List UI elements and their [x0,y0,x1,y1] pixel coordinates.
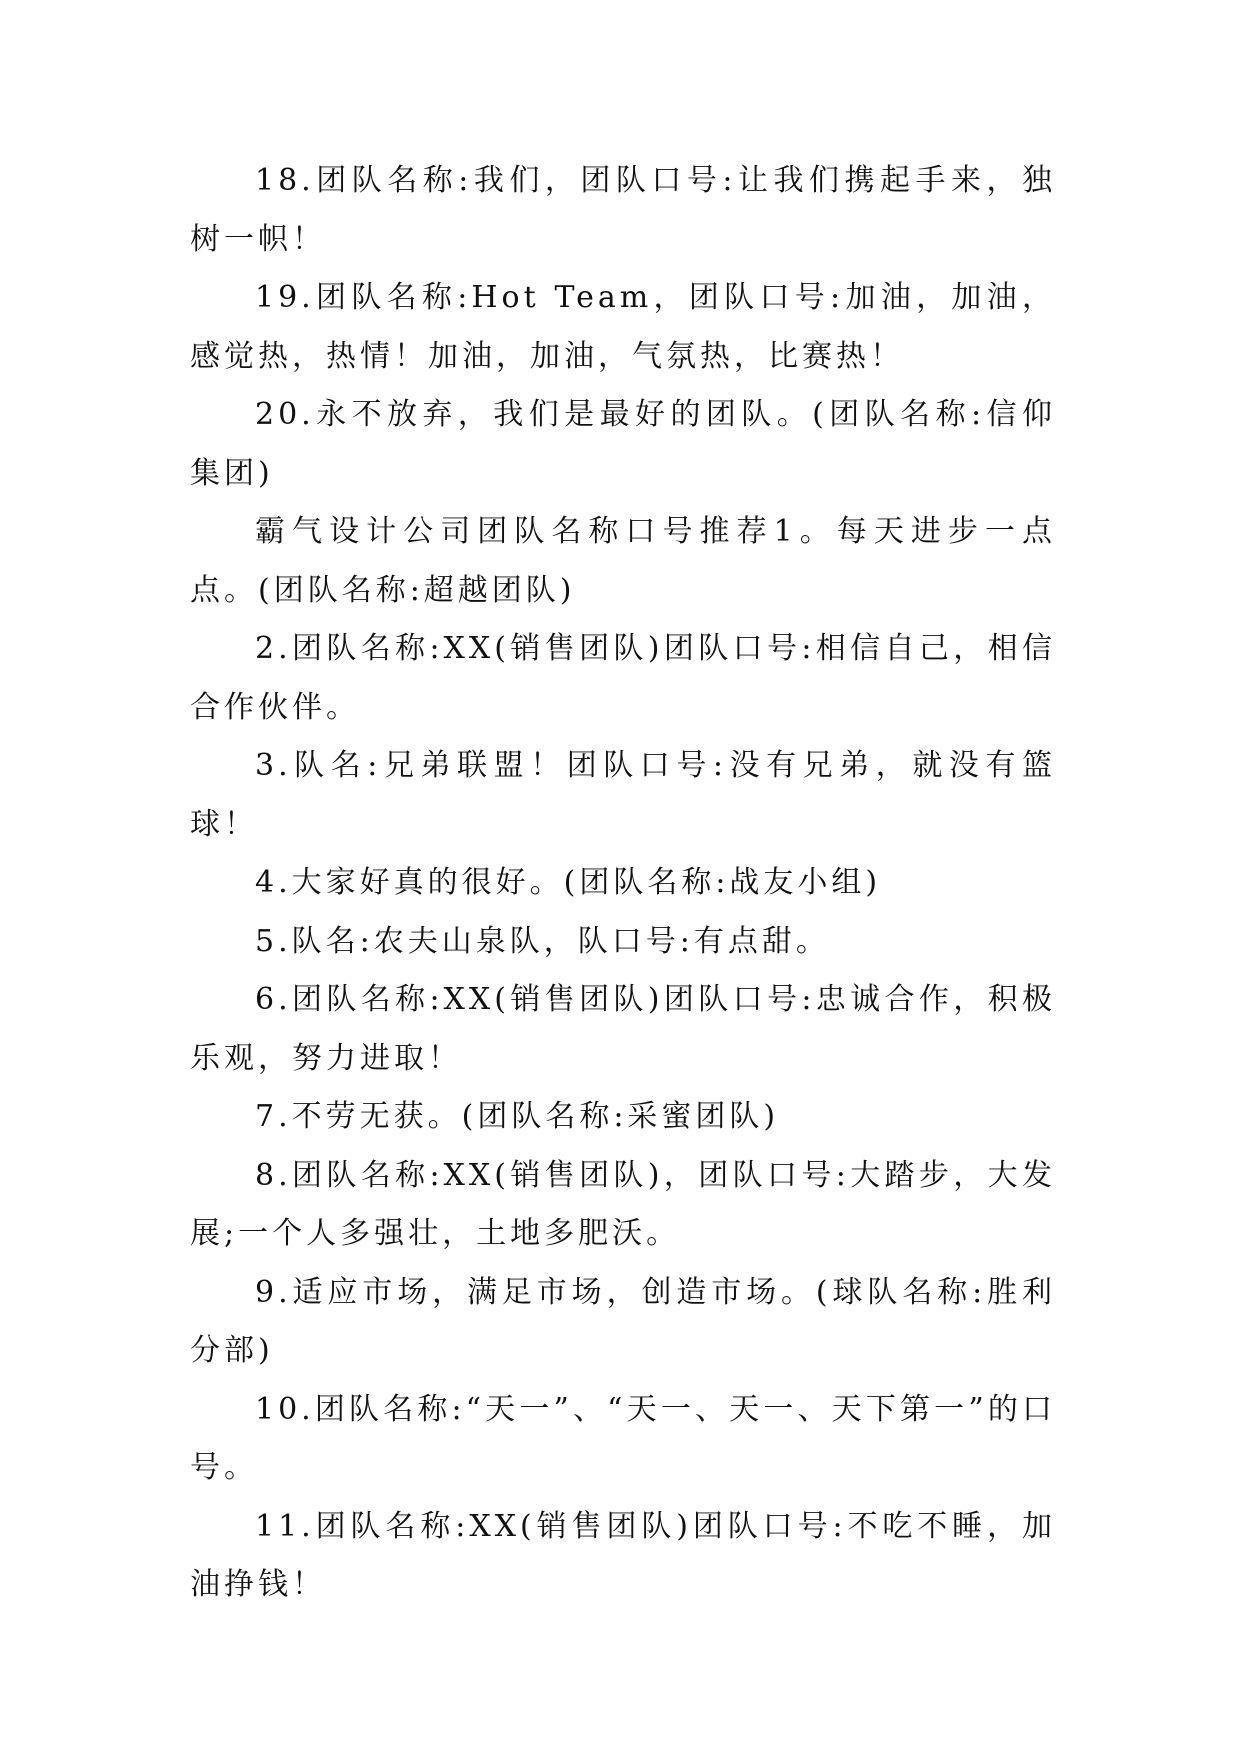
section-intro-paragraph: 霸气设计公司团队名称口号推荐1。每天进步一点点。(团队名称:超越团队) [190,514,1056,608]
paragraph-19: 19.团队名称:Hot Team，团队口号:加油，加油，感觉热，热情！加油，加油，气氛热，比赛热！ [190,280,1056,374]
paragraph-2: 2.团队名称:XX(销售团队)团队口号:相信自己，相信合作伙伴。 [190,631,1056,725]
paragraph-4: 4.大家好真的很好。(团队名称:战友小组) [255,865,882,900]
paragraph-9: 9.适应市场，满足市场，创造市场。(球队名称:胜利分部) [190,1274,1056,1368]
paragraph-20: 20.永不放弃，我们是最好的团队。(团队名称:信仰集团) [190,397,1056,491]
paragraph-5: 5.队名:农夫山泉队，队口号:有点甜。 [255,923,830,959]
document-body [190,152,1056,1615]
paragraph-8: 8.团队名称:XX(销售团队)，团队口号:大踏步，大发展;一个人多强壮，土地多肥沃。 [190,1157,1056,1251]
paragraph-6: 6.团队名称:XX(销售团队)团队口号:忠诚合作，积极乐观，努力进取！ [190,982,1056,1076]
paragraph-11: 11.团队名称:XX(销售团队)团队口号:不吃不睡，加油挣钱！ [190,1508,1056,1602]
paragraph-10: 10.团队名称:“天一”、“天一、天一、天下第一”的口号。 [190,1391,1056,1485]
paragraph-18: 18.团队名称:我们，团队口号:让我们携起手来，独树一帜！ [190,163,1056,257]
paragraph-7: 7.不劳无获。(团队名称:采蜜团队) [255,1099,780,1134]
paragraph-3: 3.队名:兄弟联盟！团队口号:没有兄弟，就没有篮球！ [190,748,1056,842]
